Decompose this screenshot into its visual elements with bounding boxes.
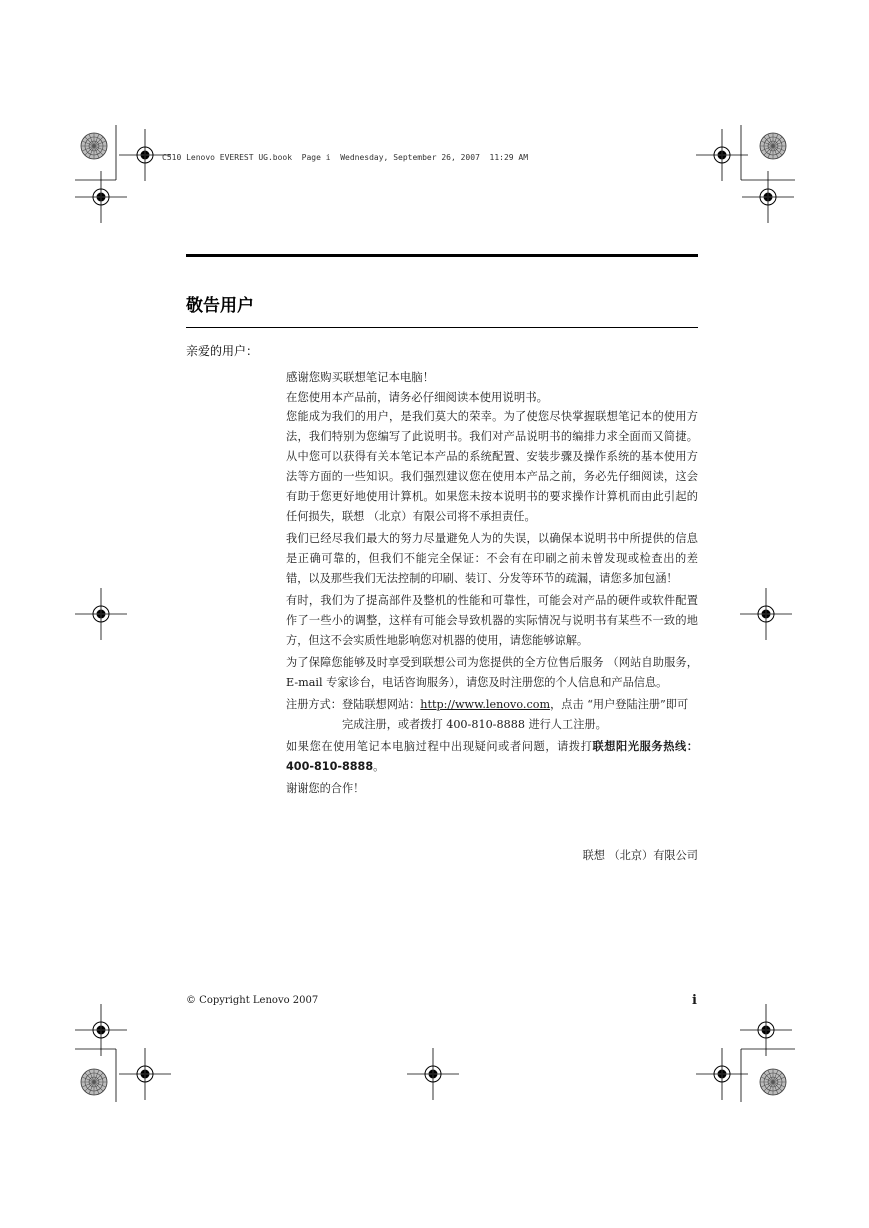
registration-label: 注册方式： bbox=[286, 698, 342, 711]
top-rule bbox=[186, 254, 698, 257]
star-target-bottom-right bbox=[760, 1069, 786, 1095]
registration-mark-top-right bbox=[696, 129, 748, 181]
registration-mark-middle-right bbox=[740, 588, 792, 640]
paragraph-changes: 有时，我们为了提高部件及整机的性能和可靠性，可能会对产品的硬件或软件配置作了一些小的调整，这样有可能会导致机器的实际情况与说明书有某些不一致的地方，但这不会实质性地影响您对机器的使用，请您能够谅解。 bbox=[286, 594, 698, 647]
registration-mark-bottom-left bbox=[119, 1048, 171, 1100]
registration-mark-bottom-center bbox=[407, 1048, 459, 1100]
lenovo-website-link[interactable]: http://www.lenovo.com bbox=[420, 698, 551, 711]
registration-method bbox=[286, 695, 698, 735]
copyright-notice: © Copyright Lenovo 2007 bbox=[186, 995, 319, 1006]
paragraph-hotline bbox=[286, 737, 698, 777]
registration-mark-bottom-right bbox=[696, 1048, 748, 1100]
registration-mark-bottom-left-upper bbox=[75, 1004, 127, 1056]
page-number: i bbox=[692, 993, 697, 1008]
hotline-suffix: 。 bbox=[373, 760, 385, 773]
registration-suffix: ，点击 “用户登陆注册”即可完成注册，或者拨打 400-810-8888 进行人工注册。 bbox=[341, 698, 689, 731]
salutation: 亲爱的用户： bbox=[186, 344, 259, 358]
registration-prefix: 登陆联想网站： bbox=[341, 698, 421, 711]
registration-mark-bottom-right-upper bbox=[740, 1004, 792, 1056]
thanks-line: 谢谢您的合作！ bbox=[286, 782, 365, 795]
registration-text bbox=[342, 695, 698, 735]
registration-mark-top-left-lower bbox=[75, 171, 127, 223]
hotline-prefix: 如果您在使用笔记本电脑过程中出现疑问或者问题，请拨打 bbox=[286, 740, 593, 753]
paragraph-accuracy: 我们已经尽我们最大的努力尽量避免人为的失误，以确保本说明书中所提供的信息是正确可靠的，但我们不能完全保证：不会有在印刷之前未曾发现或检查出的差错，以及那些我们无法控制的印刷、装订、分发等环节的疏漏，请您多加包涵！ bbox=[286, 532, 698, 585]
page-title: 敬告用户 bbox=[186, 296, 254, 316]
hotline-number: 联想阳光服务热线：400-810-8888 bbox=[286, 740, 698, 773]
star-target-top-left bbox=[81, 133, 107, 159]
intro-thanks: 感谢您购买联想笔记本电脑！ bbox=[286, 370, 435, 384]
paragraph-service: 为了保障您能够及时享受到联想公司为您提供的全方位售后服务 （网站自助服务， E-mail 专家诊台，电话咨询服务），请您及时注册您的个人信息和产品信息。 bbox=[286, 656, 698, 689]
star-target-bottom-left bbox=[81, 1069, 107, 1095]
print-slug-line: C510 Lenovo EVEREST UG.book Page i Wednesday, September 26, 2007 11:29 AM bbox=[162, 153, 529, 162]
letter-body bbox=[286, 367, 698, 799]
intro-read-manual: 在您使用本产品前，请务必仔细阅读本使用说明书。 bbox=[286, 390, 548, 404]
title-underline bbox=[186, 327, 698, 328]
paragraph-welcome: 您能成为我们的用户，是我们莫大的荣幸。为了使您尽快掌握联想笔记本的使用方法，我们特别为您编写了此说明书。我们对产品说明书的编排力求全面而又简捷。从中您可以获得有关本笔记本产品的系统配置、安装步骤及操作系统的基本使用方法等方面的一些知识。我们强烈建议您在使用本产品之前，务必先仔细阅读，这会有助于您更好地使用计算机。如果您未按本说明书的要求操作计算机而由此引起的任何损失，联想 （北京）有限公司将不承担责任。 bbox=[286, 410, 698, 523]
registration-mark-middle-left bbox=[75, 588, 127, 640]
star-target-top-right bbox=[760, 133, 786, 159]
registration-mark-top-right-lower bbox=[742, 171, 794, 223]
company-signature: 联想 （北京）有限公司 bbox=[582, 849, 698, 862]
